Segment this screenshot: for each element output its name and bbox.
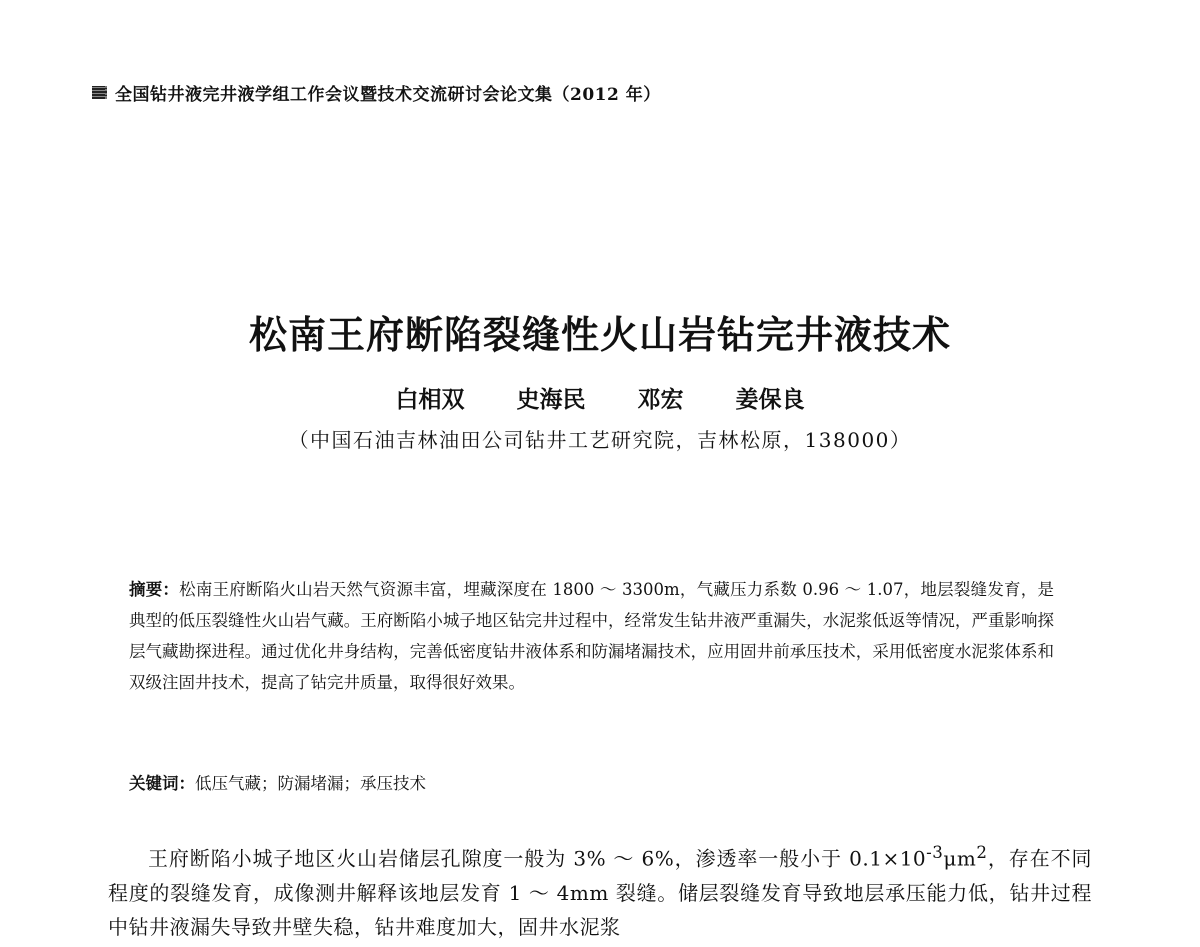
- author-name: 姜保良: [735, 386, 805, 413]
- body-paragraph: [108, 836, 1092, 944]
- body-text-part: ，存在不同程度的裂缝发育，成像测井解释该地层发育 1 ～ 4mm 裂缝。储层裂缝发育导致地层承压能力低，钻井过程中钻井液漏失导致井壁失稳，钻井难度加大，固井水泥浆: [108, 846, 1093, 939]
- superscript-exponent: -3: [926, 843, 944, 862]
- abstract-text: 松南王府断陷火山岩天然气资源丰富，埋藏深度在 1800 ～ 3300m，气藏压力系数 0.96 ～ 1.07，地层裂缝发育，是典型的低压裂缝性火山岩气藏。王府断陷小城子地区钻完井过程中，经常发生钻井液严重漏失，水泥浆低返等情况，严重影响探层气藏勘探进程。通过优化井身结构，完善低密度钻井液体系和防漏堵漏技术，应用固井前承压技术，采用低密度水泥浆体系和双级注固井技术，提高了钻完井质量，取得很好效果。: [129, 580, 1054, 692]
- body-text-unit: μm: [943, 846, 977, 871]
- author-list: [0, 381, 1200, 414]
- body-text-part: 王府断陷小城子地区火山岩储层孔隙度一般为 3% ～ 6%，渗透率一般小于 0.1×10: [148, 846, 927, 871]
- abstract: [129, 574, 1054, 698]
- keywords-label: 关键词：: [129, 774, 195, 793]
- author-affiliation: （中国石油吉林油田公司钻井工艺研究院，吉林松原，138000）: [288, 428, 912, 452]
- author-name: 白相双: [395, 386, 465, 413]
- author-name: 史海民: [516, 386, 586, 413]
- abstract-label: 摘要：: [129, 580, 180, 599]
- author-name: 邓宏: [637, 386, 684, 413]
- header-mark-icon: [92, 86, 107, 99]
- superscript-exponent: 2: [976, 843, 988, 862]
- keywords: [129, 770, 426, 794]
- running-header: [92, 80, 661, 105]
- running-header-text: 全国钻井液完井液学组工作会议暨技术交流研讨会论文集（2012 年）: [115, 85, 661, 105]
- paper-title: 松南王府断陷裂缝性火山岩钻完井液技术: [248, 312, 951, 357]
- keywords-text: 低压气藏；防漏堵漏；承压技术: [195, 774, 426, 793]
